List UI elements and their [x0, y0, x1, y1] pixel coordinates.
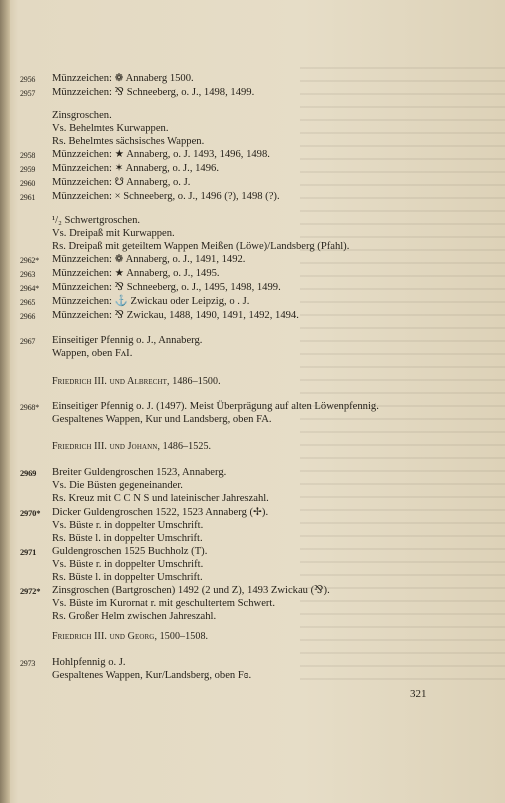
entry-line: ¹/₂ Schwertgroschen.	[52, 215, 141, 226]
entry-line: Vs. Dreipaß mit Kurwappen.	[52, 228, 175, 239]
entry-line: Breiter Guldengroschen 1523, Annaberg.	[52, 467, 227, 478]
entry-line: Vs. Behelmtes Kurwappen.	[52, 123, 169, 134]
entry-number: 2973	[20, 659, 36, 668]
entry-number: 2972*	[20, 586, 41, 596]
entry-line: Münzzeichen: ☋ Annaberg, o. J.	[52, 177, 191, 188]
entry-line: Münzzeichen: ⅋ Schneeberg, o. J., 1498, 1499.	[52, 87, 255, 98]
entry-number: 2958	[20, 151, 36, 160]
entry-line: Zinsgroschen (Bartgroschen) 1492 (2 und Z), 1493 Zwickau (⅋).	[52, 585, 330, 596]
entry-line: Rs. Dreipaß mit geteiltem Wappen Meißen (Löwe)/Landsberg (Pfahl).	[52, 241, 350, 252]
entry-number: 2965	[20, 298, 36, 307]
entry-line: Vs. Büste r. in doppelter Umschrift.	[52, 520, 204, 531]
entry-number: 2967	[20, 337, 36, 346]
entry-line: Rs. Büste l. in doppelter Umschrift.	[52, 572, 203, 583]
entry-line: Rs. Kreuz mit C C N S und lateinischer Jahreszahl.	[52, 493, 269, 504]
entry-number: 2962*	[20, 256, 40, 265]
entry-number: 2964*	[20, 284, 40, 293]
entry-line: Münzzeichen: ⅋ Zwickau, 1488, 1490, 1491, 1492, 1494.	[52, 310, 299, 321]
entry-number: 2961	[20, 193, 36, 202]
entry-number: 2968*	[20, 403, 40, 412]
entry-line: Münzzeichen: ⚓ Zwickau oder Leipzig, o . J.	[52, 296, 250, 307]
entry-line: Guldengroschen 1525 Buchholz (T).	[52, 546, 208, 557]
entry-line: Gespaltenes Wappen, Kur und Landsberg, oben FA.	[52, 414, 272, 425]
entry-line: Hohlpfennig o. J.	[52, 657, 126, 668]
entry-line: Münzzeichen: × Schneeberg, o. J., 1496 (?), 1498 (?).	[52, 191, 280, 202]
entry-line: Vs. Die Büsten gegeneinander.	[52, 480, 183, 491]
entry-number: 2963	[20, 270, 36, 279]
entry-line: Münzzeichen: ★ Annaberg, o. J. 1493, 1496, 1498.	[52, 149, 270, 160]
entry-line: Münzzeichen: ✶ Annaberg, o. J., 1496.	[52, 163, 219, 174]
entry-number: 2960	[20, 179, 36, 188]
entry-line: Rs. Büste l. in doppelter Umschrift.	[52, 533, 203, 544]
entry-line: Dicker Guldengroschen 1522, 1523 Annaberg (✢).	[52, 507, 269, 518]
entry-number: 2969	[20, 468, 37, 478]
entry-line: Vs. Büste im Kurornat r. mit geschultertem Schwert.	[52, 598, 276, 609]
entry-line: Münzzeichen: ❁ Annaberg, o. J., 1491, 1492.	[52, 254, 246, 265]
entry-number: 2970*	[20, 508, 41, 518]
section-heading: Friedrich III. und Albrecht, 1486–1500.	[52, 376, 221, 387]
entry-line: Einseitiger Pfennig o. J. (1497). Meist Überprägung auf alten Löwenpfennig.	[52, 401, 379, 412]
entry-line: Vs. Büste r. in doppelter Umschrift.	[52, 559, 204, 570]
entry-line: Münzzeichen: ❁ Annaberg 1500.	[52, 73, 194, 84]
page-number: 321	[410, 688, 427, 700]
entry-line: Zinsgroschen.	[52, 110, 112, 121]
entry-line: Gespaltenes Wappen, Kur/Landsberg, oben Fɞ.	[52, 670, 252, 681]
entry-number: 2959	[20, 165, 36, 174]
entry-number: 2957	[20, 89, 36, 98]
entry-line: Münzzeichen: ★ Annaberg, o. J., 1495.	[52, 268, 220, 279]
entry-line: Wappen, oben FʌI.	[52, 348, 133, 359]
entry-number: 2966	[20, 312, 36, 321]
section-heading: Friedrich III. und Johann, 1486–1525.	[52, 441, 212, 452]
entry-number: 2971	[20, 547, 37, 557]
entry-line: Münzzeichen: ⅋ Schneeberg, o. J., 1495, 1498, 1499.	[52, 282, 281, 293]
entry-number: 2956	[20, 75, 36, 84]
entry-line: Rs. Großer Helm zwischen Jahreszahl.	[52, 611, 217, 622]
entry-line: Einseitiger Pfennig o. J., Annaberg.	[52, 335, 203, 346]
section-heading: Friedrich III. und Georg, 1500–1508.	[52, 631, 209, 642]
entry-line: Rs. Behelmtes sächsisches Wappen.	[52, 136, 205, 147]
